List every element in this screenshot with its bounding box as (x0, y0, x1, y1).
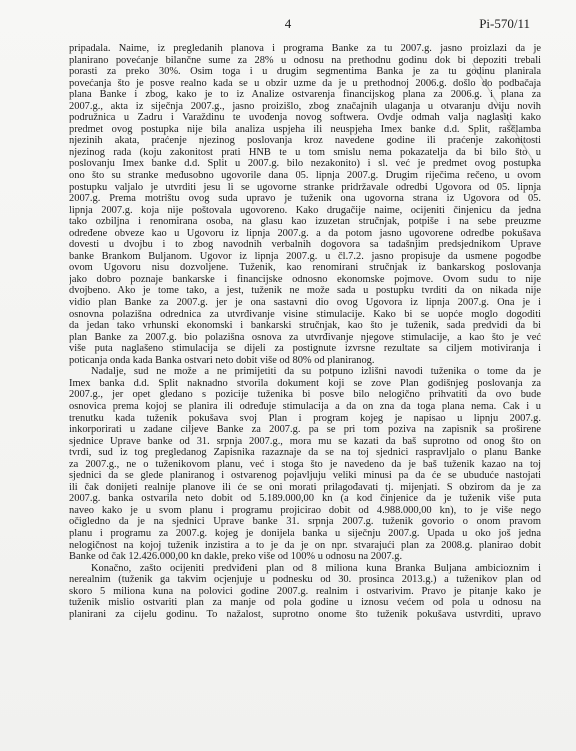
text-line: jako dobro poznaje bankarske i financijske odnosno ekonomske pojmove. Ovom sudu to nije (69, 273, 541, 285)
text-line: 2007.g., akta iz siječnja 2007.g., jasno proizišlo, zbog značajnih ulaganja u otvaranju dviju novih (69, 100, 541, 112)
text-line: dvojbeno. Ako je tome tako, a jest, tuženik ne može sada u postupku tvrditi da on nikada nije (69, 285, 541, 297)
text-line: lipnja 2007.g. koja nije poštovala ugovoreno. Kako drugačije naime, ocijeniti činjenicu da jedna (69, 204, 541, 216)
text-line: predmet ovog postupka nije bila analiza uspjeha ili neuspjeha Imex banke d.d. Split, raščlamba (69, 123, 541, 135)
text-line: vidio plan Banke za 2007.g. jer je ona sastavni dio ovog Ugovora iz lipnja 2007.g. Ona je i (69, 297, 541, 309)
text-line: porasti za preko 30%. Osim toga i u drugim segmentima Banka je za tu godinu planirala (69, 66, 541, 78)
text-line: povećanja što je posve realno kada se u obzir uzme da je u prethodnoj 2006.g. došlo do podbačaja (69, 77, 541, 89)
text-line: poslovanju Imex banke d.d. Split u 2007.g. bilo nezakonito) i sl. već je predmet ovog postupka (69, 158, 541, 170)
text-line: plana Banke i zbog, kako je to iz Analize ostvarenja financijskog plana za 2006.g. i plana za (69, 89, 541, 101)
text-line: da jedan tako vrhunski ekonomski i bankarski stručnjak, kao što je tuženik, sada predvidi da bi (69, 320, 541, 332)
text-line: ili čak donijeti realnije planove ili će se oni morati prilagođavati tj. mijenjati. S obzirom da je za (69, 481, 541, 493)
text-line: tako ozbiljna i renomirana osoba, na glasu kao izuzetan stručnjak, potpiše i na sebe preuzme (69, 216, 541, 228)
text-line: banke Brankom Buljanom. Ugovor iz lipnja 2007.g. u čl.7.2. jasno propisuje da usmene pogodbe (69, 250, 541, 262)
text-line: plan Banke za 2007.g. bio polazišna osnova za utvrđivanje njegove stimulacije, a kao što je već (69, 331, 541, 343)
body-text (69, 43, 541, 620)
text-line: Banke od čak 12.426.000,00 kn dakle, preko više od 100% u odnosu na 2007.g. (69, 551, 403, 563)
text-line: tuženik mislio ostvariti plan za manje od pola godine u iznosu većem od pola u odnosu na (69, 597, 541, 609)
text-line: poticanja onda kada Banka ostvari neto dobit više od 80% od planiranog. (69, 354, 375, 366)
text-line: pripadala. Naime, iz pregledanih planova i programa Banke za tu 2007.g. jasno proizlazi da je (69, 43, 541, 54)
text-line: ovom Ugovoru nisu dozvoljene. Tuženik, kao renomirani stručnjak iz bankarskog poslovanja (69, 262, 541, 274)
case-number: Pi-570/11 (479, 16, 530, 31)
text-line: dovesti u dvojbu i to zbog navodnih verbalnih dogovora sa tadašnjim predsjednikom Uprave (69, 239, 541, 251)
text-line: 2007.g. Prema motrištu ovog suda upravo je tuženik ona ugovorna strana iz Ugovora od 05. (69, 193, 541, 205)
text-line: planirano povećanje bilančne sume za 28% u odnosu na prethodnu godinu dok bi depoziti trebali (69, 54, 541, 66)
text-line: ono što su stranke međusobno ugovorile dana 05. lipnja 2007.g. Drugim riječima rečeno, u ovom (69, 170, 541, 182)
text-line: podružnica u Zadru i Varaždinu te uvođenja novog softwera. Ovdje odmah valja naglasiti kako (69, 112, 541, 124)
text-line: nelogičnost na kojoj tuženik inzistira a to je da je on npr. stvarajući plan za 2008.g. planirao dobit (69, 539, 541, 551)
text-line: tvrdi, sud iz tog pregledanog Zapisnika razaznaje da se na toj sjednici raspravljalo o planu Banke (69, 447, 541, 459)
text-line: za 2007.g., ne o tuženikovom planu, već i stoga što je navedeno da je baš tuženik kazao na toj (69, 458, 541, 470)
text-line: sjednici da se glede planiranog i ostvarenog pojavljuju veliki minusi pa da će se ubuduće nastojati (69, 470, 541, 482)
page-number: 4 (284, 16, 292, 31)
text-line: skoro 5 miliona kuna na polovici godine 2007.g. realnim i ostvarivim. Pravo je pitanje kako je (69, 585, 541, 597)
text-line: njezinog rada (koju zakonitost prati HNB te u tom smislu nema pokazatelja da bi bilo što u (69, 146, 541, 158)
text-line: naveo kako je u svom planu i programu projicirao dobit od 4.988.000,00 kn), to je više nego (69, 504, 541, 516)
text-line: Imex banka d.d. Split naknadno stvorila dokument koji se zove Plan godišnjeg poslovanja za (69, 377, 541, 389)
text-line: 2007.g., jer opet gledano s pozicije tuženika bi posve bilo nelogično prihvatiti da ovo bude (69, 389, 541, 401)
text-line: Nadalje, sud ne može a ne primijetiti da su potpuno izlišni navodi tuženika o tome da je (91, 366, 541, 378)
text-line: 2007.g. banka ostvarila neto dobit od 5.189.000,00 kn (a kod činjenice da je tuženik više puta (69, 493, 541, 505)
text-line: osnovna polazišna odrednica za utvrđivanje visine stimulacije. Kako bi se uopće moglo dogoditi (69, 308, 541, 320)
text-line: planirani za cijelu godinu. To nažalost, suprotno onome što tuženik pokušava ustvrditi, upravo (69, 608, 541, 620)
text-line: sjednice Uprave banke od 31. srpnja 2007.g., mora mu se kazati da baš suprotno od onog što on (69, 435, 541, 447)
text-line: inkorporirati u zadane ciljeve Banke za 2007.g. pa se pri tom poziva na zapisnik sa proširene (69, 424, 541, 436)
text-line: očigledno da je na sjednici Uprave banke 31. srpnja 2007.g. tuženik govorio o onom pravom (69, 516, 541, 528)
text-line: postupku valjalo je utvrditi jesu li se ugovorne stranke pridržavale odredbi Ugovora od 05. lipnja (69, 181, 541, 193)
text-line: Konačno, zašto ocijeniti predviđeni plan od 8 miliona kuna Branka Buljana ambicioznim i (91, 562, 541, 574)
text-line: osnovica prema kojoj se planira ili određuje stimulacija a da on zna da toga plana nema. Čak i u (69, 400, 541, 412)
text-line: određene obveze kao u Ugovoru iz lipnja 2007.g. a da potom jasno ugovorene odredbe pokušava (69, 227, 541, 239)
text-line: nerealnim (tuženik ga takvim ocjenjuje u podnesku od 30. prosinca 2013.g.) a tuženikov plan od (69, 574, 541, 586)
text-line: planu i programu za 2007.g. kojeg je donijela banka u siječnju 2007.g. Upada u oko još jedna (69, 527, 541, 539)
text-line: trenutku kada tuženik pokušava svoj Plan i program kojeg je napisao u lipnju 2007.g. (69, 412, 541, 424)
text-line: njezinih akata, praćenje njezinog poslovanja kroz navedene godine ili praćenje zakonitosti (69, 135, 541, 147)
text-line: više puta naglašeno stimulacija se dijeli za postignute izvrsne rezultate sa ciljem motiviranja i (69, 343, 541, 355)
